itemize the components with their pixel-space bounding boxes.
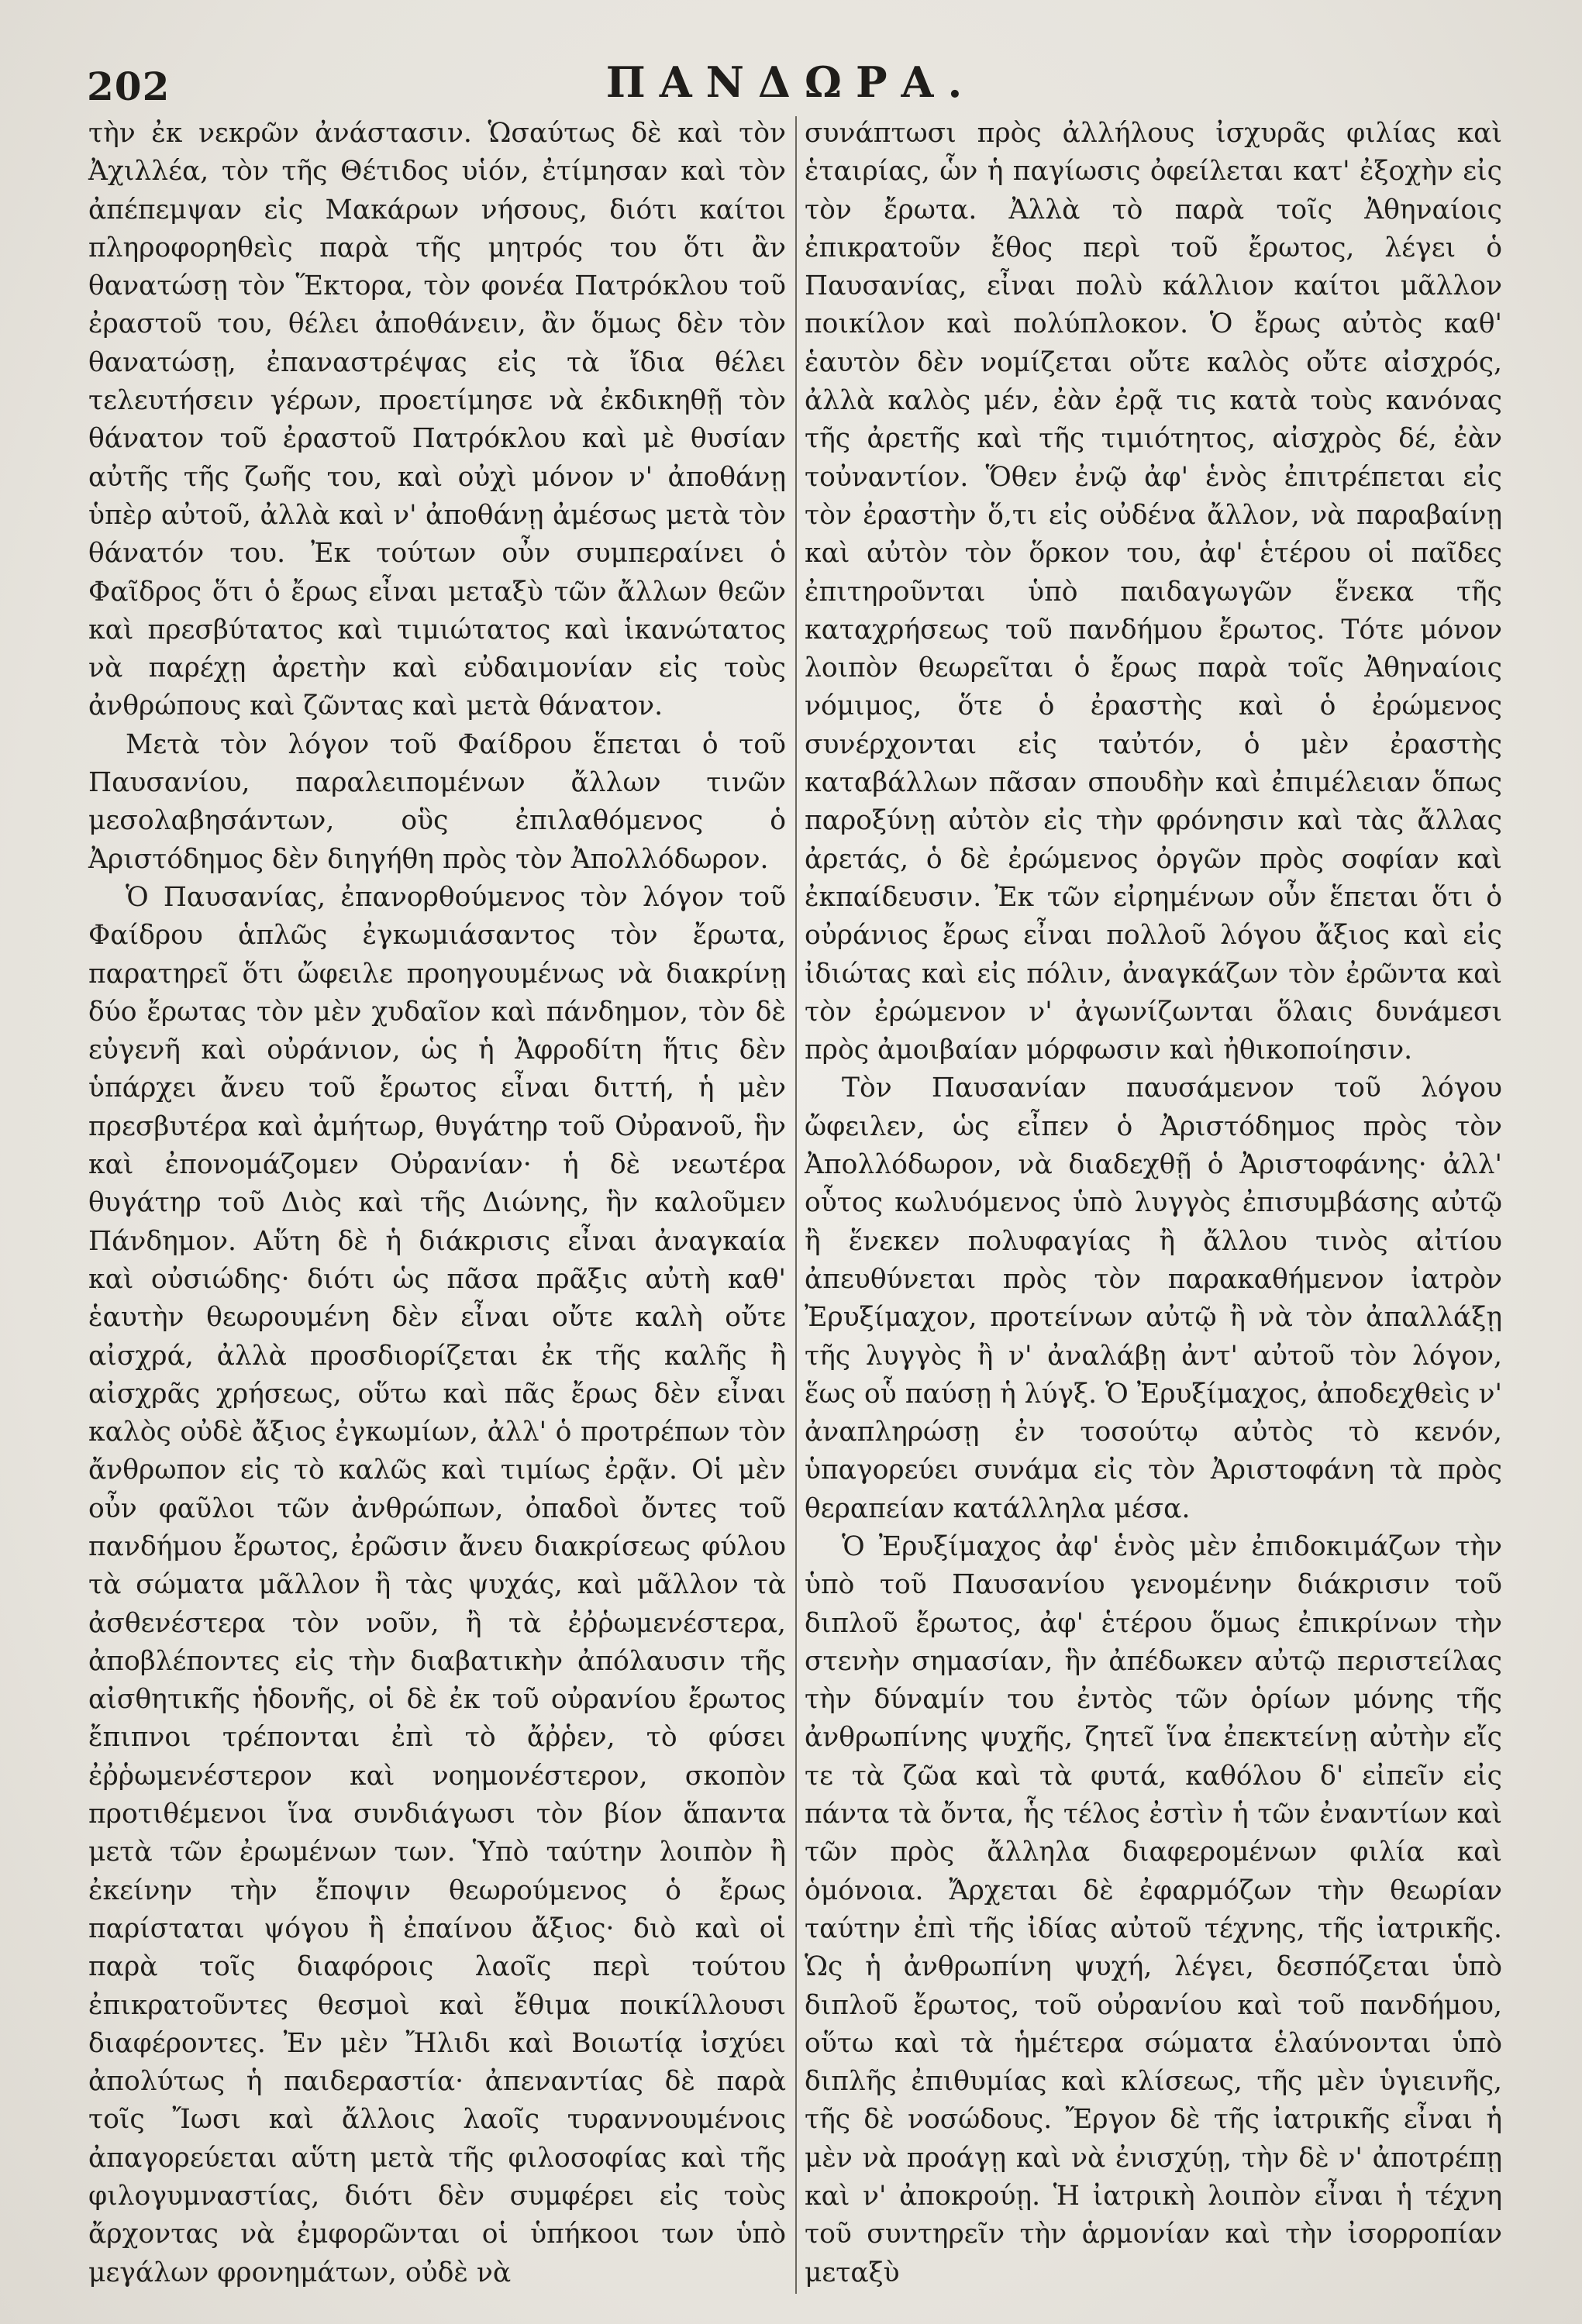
left-paragraph-2: Μετὰ τὸν λόγον τοῦ Φαίδρου ἕπεται ὁ τοῦ Παυσανίου, παραλειπομένων ἄλλων τινῶν μεσολαβησάντων, οὓς ἐπιλαθόμενος ὁ Ἀριστόδημος δὲν διηγήθη πρὸς τὸν Ἀπολλόδωρον. [88, 728, 786, 875]
right-paragraph-1: συνάπτωσι πρὸς ἀλλήλους ἰσχυρᾶς φιλίας καὶ ἑταιρίας, ὧν ἡ παγίωσις ὀφείλεται κατ' ἐξοχὴν εἰς τὸν ἔρωτα. Ἀλλὰ τὸ παρὰ τοῖς Ἀθηναίοις ἐπικρατοῦν ἔθος περὶ τοῦ ἔρωτος, λέγει ὁ Παυσανίας, εἶναι πολὺ κάλλιον καίτοι μᾶλλον ποικίλον καὶ πολύπλοκον. Ὁ ἔρως αὐτὸς καθ' ἑαυτὸν δὲν νομίζεται οὔτε καλὸς οὔτε αἰσχρός, ἀλλὰ καλὸς μέν, ἐὰν ἐρᾷ τις κατὰ τοὺς κανόνας τῆς ἀρετῆς καὶ τῆς τιμιότητος, αἰσχρὸς δέ, ἐὰν τοὐναντίον. Ὅθεν ἐνῷ ἀφ' ἑνὸς ἐπιτρέπεται εἰς τὸν ἐραστὴν ὅ,τι εἰς οὐδένα ἄλλον, νὰ παραβαίνῃ καὶ αὐτὸν τὸν ὅρκον του, ἀφ' ἑτέρου οἱ παῖδες ἐπιτηροῦνται ὑπὸ παιδαγωγῶν ἕνεκα τῆς καταχρήσεως τοῦ πανδήμου ἔρωτος. Τότε μόνον λοιπὸν θεωρεῖται ὁ ἔρως παρὰ τοῖς Ἀθηναίοις νόμιμος, ὅτε ὁ ἐραστὴς καὶ ὁ ἐρώμενος συνέρχονται εἰς ταὐτόν, ὁ μὲν ἐραστὴς καταβάλλων πᾶσαν σπουδὴν καὶ ἐπιμέλειαν ὅπως παροξύνῃ αὐτὸν εἰς τὴν φρόνησιν καὶ τὰς ἄλλας ἀρετάς, ὁ δὲ ἐρώμενος ὀργῶν πρὸς σοφίαν καὶ ἐκπαίδευσιν. Ἐκ τῶν εἰρημένων οὖν ἕπεται ὅτι ὁ οὐράνιος ἔρως εἶναι πολλοῦ λόγου ἄξιος καὶ εἰς ἰδιώτας καὶ εἰς πόλιν, ἀναγκάζων τὸν ἐρῶντα καὶ τὸν ἐρώμενον ν' ἀγωνίζωνται ὅλαις δυνάμεσι πρὸς ἀμοιβαίαν μόρφωσιν καὶ ἠθικοποίησιν. [805, 118, 1502, 1066]
left-paragraph-1: τὴν ἐκ νεκρῶν ἀνάστασιν. Ὡσαύτως δὲ καὶ τὸν Ἀχιλλέα, τὸν τῆς Θέτιδος υἱόν, ἐτίμησαν καὶ τὸν ἀπέπεμψαν εἰς Μακάρων νήσους, διότι καίτοι πληροφορηθεὶς παρὰ τῆς μητρός του ὅτι ἂν θανατώσῃ τὸν Ἕκτορα, τὸν φονέα Πατρόκλου τοῦ ἐραστοῦ του, θέλει ἀποθάνειν, ἂν ὅμως δὲν τὸν θανατώσῃ, ἐπαναστρέψας εἰς τὰ ἴδια θέλει τελευτήσειν γέρων, προετίμησε νὰ ἐκδικηθῇ τὸν θάνατον τοῦ ἐραστοῦ Πατρόκλου καὶ μὲ θυσίαν αὐτῆς τῆς ζωῆς του, καὶ οὐχὶ μόνον ν' ἀποθάνῃ ὑπὲρ αὐτοῦ, ἀλλὰ καὶ ν' ἀποθάνῃ ἀμέσως μετὰ τὸν θάνατόν του. Ἐκ τούτων οὖν συμπεραίνει ὁ Φαῖδρος ὅτι ὁ ἔρως εἶναι μεταξὺ τῶν ἄλλων θεῶν καὶ πρεσβύτατος καὶ τιμιώτατος καὶ ἱκανώτατος νὰ παρέχῃ ἀρετὴν καὶ εὐδαιμονίαν εἰς τοὺς ἀνθρώπους καὶ ζῶντας καὶ μετὰ θάνατον. [88, 118, 786, 722]
right-paragraph-2: Τὸν Παυσανίαν παυσάμενον τοῦ λόγου ὤφειλεν, ὡς εἶπεν ὁ Ἀριστόδημος πρὸς τὸν Ἀπολλόδωρον, νὰ διαδεχθῇ ὁ Ἀριστοφάνης· ἀλλ' οὗτος κωλυόμενος ὑπὸ λυγγὸς ἐπισυμβάσης αὐτῷ ἢ ἕνεκεν πολυφαγίας ἢ ἄλλου τινὸς αἰτίου ἀπευθύνεται πρὸς τὸν παρακαθήμενον ἰατρὸν Ἐρυξίμαχον, προτείνων αὐτῷ ἢ νὰ τὸν ἀπαλλάξῃ τῆς λυγγὸς ἢ ν' ἀναλάβῃ ἀντ' αὐτοῦ τὸν λόγον, ἕως οὗ παύσῃ ἡ λύγξ. Ὁ Ἐρυξίμαχος, ἀποδεχθεὶς ν' ἀναπληρώσῃ ἐν τοσούτῳ αὐτὸς τὸ κενόν, ὑπαγορεύει συνάμα εἰς τὸν Ἀριστοφάνη τὰ πρὸς θεραπείαν κατάλληλα μέσα. [805, 1072, 1502, 1524]
right-paragraph-3: Ὁ Ἐρυξίμαχος ἀφ' ἑνὸς μὲν ἐπιδοκιμάζων τὴν ὑπὸ τοῦ Παυσανίου γενομένην διάκρισιν τοῦ διπλοῦ ἔρωτος, ἀφ' ἑτέρου ὅμως ἐπικρίνων τὴν στενὴν σημασίαν, ἣν ἀπέδωκεν αὐτῷ περιστείλας τὴν δύναμίν του ἐντὸς τῶν ὁρίων μόνης τῆς ἀνθρωπίνης ψυχῆς, ζητεῖ ἵνα ἐπεκτείνῃ αὐτὴν εἴς τε τὰ ζῶα καὶ τὰ φυτά, καθόλου δ' εἰπεῖν εἰς πάντα τὰ ὄντα, ἧς τέλος ἐστὶν ἡ τῶν ἐναντίων καὶ τῶν πρὸς ἄλληλα διαφερομένων φιλία καὶ ὁμόνοια. Ἄρχεται δὲ ἐφαρμόζων τὴν θεωρίαν ταύτην ἐπὶ τῆς ἰδίας αὐτοῦ τέχνης, τῆς ἰατρικῆς. Ὡς ἡ ἀνθρωπίνη ψυχή, λέγει, δεσπόζεται ὑπὸ διπλοῦ ἔρωτος, τοῦ οὐρανίου καὶ τοῦ πανδήμου, οὕτω καὶ τὰ ἡμέτερα σώματα ἑλαύνονται ὑπὸ διπλῆς ἐπιθυμίας καὶ κλίσεως, τῆς μὲν ὑγιεινῆς, τῆς δὲ νοσώδους. Ἔργον δὲ τῆς ἰατρικῆς εἶναι ἡ μὲν νὰ προάγῃ καὶ νὰ ἐνισχύῃ, τὴν δὲ ν' ἀποτρέπῃ καὶ ν' ἀποκρούῃ. Ἡ ἰατρικὴ λοιπὸν εἶναι ἡ τέχνη τοῦ συντηρεῖν τὴν ἁρμονίαν καὶ τὴν ἰσορροπίαν μεταξὺ [805, 1530, 1502, 2288]
left-paragraph-3: Ὁ Παυσανίας, ἐπανορθούμενος τὸν λόγον τοῦ Φαίδρου ἁπλῶς ἐγκωμιάσαντος τὸν ἔρωτα, παρατηρεῖ ὅτι ὤφειλε προηγουμένως νὰ διακρίνῃ δύο ἔρωτας τὸν μὲν χυδαῖον καὶ πάνδημον, τὸν δὲ εὐγενῆ καὶ οὐράνιον, ὡς ἡ Ἀφροδίτη ἥτις δὲν ὑπάρχει ἄνευ τοῦ ἔρωτος εἶναι διττή, ἡ μὲν πρεσβυτέρα καὶ ἀμήτωρ, θυγάτηρ τοῦ Οὐρανοῦ, ἣν καὶ ἐπονομάζομεν Οὐρανίαν· ἡ δὲ νεωτέρα θυγάτηρ τοῦ Διὸς καὶ τῆς Διώνης, ἣν καλοῦμεν Πάνδημον. Αὕτη δὲ ἡ διάκρισις εἶναι ἀναγκαία καὶ οὐσιώδης· διότι ὡς πᾶσα πρᾶξις αὐτὴ καθ' ἑαυτὴν θεωρουμένη δὲν εἶναι οὔτε καλὴ οὔτε αἰσχρά, ἀλλὰ προσδιορίζεται ἐκ τῆς καλῆς ἢ αἰσχρᾶς χρήσεως, οὕτω καὶ πᾶς ἔρως δὲν εἶναι καλὸς οὐδὲ ἄξιος ἐγκωμίων, ἀλλ' ὁ προτρέπων τὸν ἄνθρωπον εἰς τὸ καλῶς καὶ τιμίως ἐρᾷν. Οἱ μὲν οὖν φαῦλοι τῶν ἀνθρώπων, ὀπαδοὶ ὄντες τοῦ πανδήμου ἔρωτος, ἐρῶσιν ἄνευ διακρίσεως φύλου τὰ σώματα μᾶλλον ἢ τὰς ψυχάς, καὶ μᾶλλον τὰ ἀσθενέστερα τὸν νοῦν, ἢ τὰ ἐῤῥωμενέστερα, ἀποβλέποντες εἰς τὴν διαβατικὴν ἀπόλαυσιν τῆς αἰσθητικῆς ἡδονῆς, οἱ δὲ ἐκ τοῦ οὐρανίου ἔρωτος ἔπιπνοι τρέπονται ἐπὶ τὸ ἄῤῥεν, τὸ φύσει ἐῤῥωμενέστερον καὶ νοημονέστερον, σκοπὸν προτιθέμενοι ἵνα συνδιάγωσι τὸν βίον ἅπαντα μετὰ τῶν ἐρωμένων των. Ὑπὸ ταύτην λοιπὸν ἢ ἐκείνην τὴν ἔποψιν θεωρούμενος ὁ ἔρως παρίσταται ψόγου ἢ ἐπαίνου ἄξιος· διὸ καὶ οἱ παρὰ τοῖς διαφόροις λαοῖς περὶ τούτου ἐπικρατοῦντες θεσμοὶ καὶ ἔθιμα ποικίλλουσι διαφέροντες. Ἐν μὲν Ἤλιδι καὶ Βοιωτίᾳ ἰσχύει ἀπολύτως ἡ παιδεραστία· ἀπεναντίας δὲ παρὰ τοῖς Ἴωσι καὶ ἄλλοις λαοῖς τυραννουμένοις ἀπαγορεύεται αὕτη μετὰ τῆς φιλοσοφίας καὶ τῆς φιλογυμναστίας, διότι δὲν συμφέρει εἰς τοὺς ἄρχοντας νὰ ἐμφορῶνται οἱ ὑπήκοοι των ὑπὸ μεγάλων φρονημάτων, οὐδὲ νὰ [88, 881, 786, 2288]
right-column [805, 115, 1502, 2292]
left-column [88, 115, 786, 2292]
column-divider [795, 116, 797, 2294]
running-head: ΠΑΝΔΩΡΑ. [605, 57, 977, 107]
page-number: 202 [87, 64, 171, 109]
